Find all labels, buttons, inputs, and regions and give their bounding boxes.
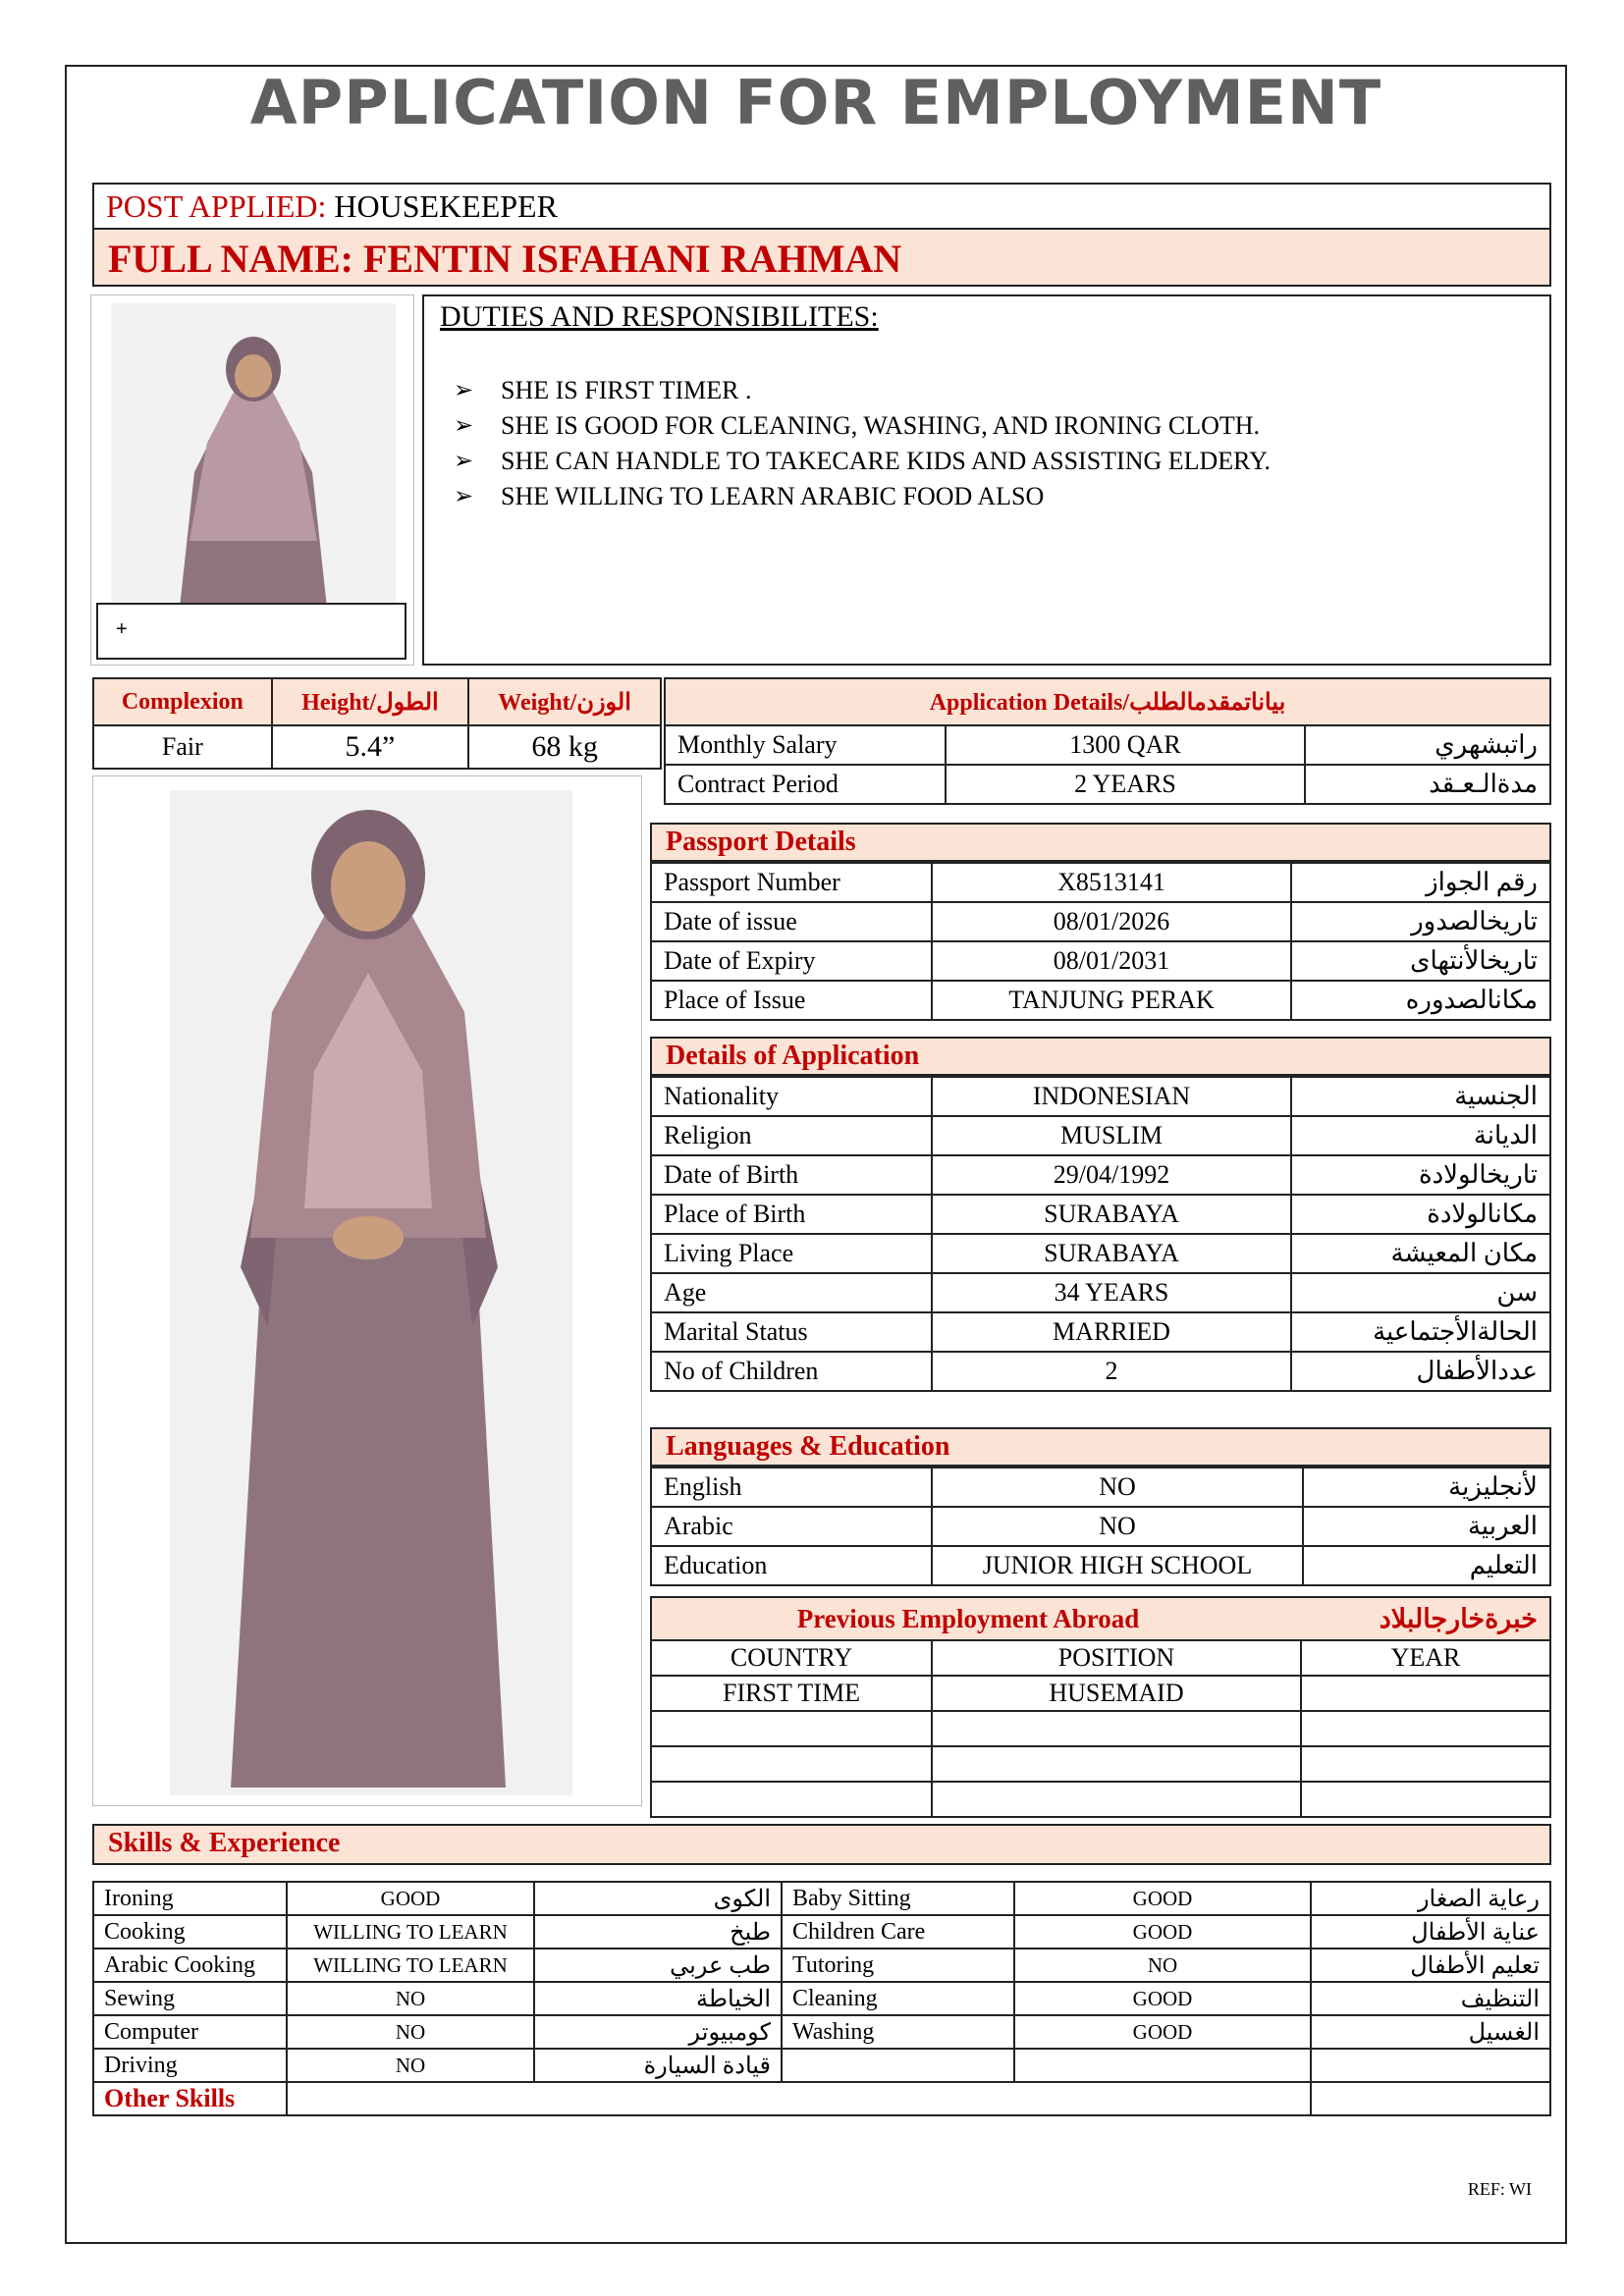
contract-label-ar: مدةالـعـقد bbox=[1305, 765, 1550, 804]
complexion-header: Complexion bbox=[93, 678, 272, 725]
other-skills-value bbox=[287, 2082, 1311, 2115]
table-row: FIRST TIME HUSEMAID bbox=[651, 1676, 1550, 1711]
passport-number-label: Passport Number bbox=[651, 863, 932, 902]
age-label: Age bbox=[651, 1273, 932, 1312]
table-row: Ironing GOOD الكوى Baby Sitting GOOD رعاية الصغار bbox=[93, 1882, 1550, 1915]
marital-status-label: Marital Status bbox=[651, 1312, 932, 1352]
living-place-label-ar: مكان المعيشة bbox=[1291, 1234, 1550, 1273]
age-label-ar: سن bbox=[1291, 1273, 1550, 1312]
complexion-value: Fair bbox=[93, 725, 272, 769]
issue-place-label: Place of Issue bbox=[651, 981, 932, 1020]
height-header: Height/الطول bbox=[272, 678, 469, 725]
passport-table bbox=[650, 862, 1551, 1021]
religion-label-ar: الديانة bbox=[1291, 1116, 1550, 1155]
applicant-photo-full bbox=[92, 775, 642, 1806]
post-value: HOUSEKEEPER bbox=[334, 188, 558, 224]
photo-caption-box: + bbox=[96, 603, 406, 660]
duty-item: ➢ SHE CAN HANDLE TO TAKECARE KIDS AND ASSISTING ELDERY. bbox=[454, 444, 1271, 479]
age-value: 34 YEARS bbox=[932, 1273, 1291, 1312]
nationality-value: INDONESIAN bbox=[932, 1077, 1291, 1116]
previous-heading-ar: خبرةخارجالبلاد bbox=[1379, 1603, 1538, 1633]
application-details-table bbox=[664, 677, 1551, 805]
other-skills-row bbox=[93, 2082, 1550, 2115]
languages-section-heading: Languages & Education bbox=[650, 1427, 1551, 1467]
birth-date-label: Date of Birth bbox=[651, 1155, 932, 1195]
education-label: Education bbox=[651, 1546, 932, 1585]
living-place-label: Living Place bbox=[651, 1234, 932, 1273]
page-title: APPLICATION FOR EMPLOYMENT bbox=[249, 67, 1382, 138]
table-row: Driving NO قيادة السيارة bbox=[93, 2049, 1550, 2082]
previous-heading-en: Previous Employment Abroad bbox=[796, 1603, 1140, 1633]
children-value: 2 bbox=[932, 1352, 1291, 1391]
duties-box bbox=[422, 294, 1551, 666]
contract-value: 2 YEARS bbox=[946, 765, 1305, 804]
height-value: 5.4” bbox=[272, 725, 469, 769]
birth-date-value: 29/04/1992 bbox=[932, 1155, 1291, 1195]
details-section-heading: Details of Application bbox=[650, 1037, 1551, 1076]
english-label-ar: لأنجليزية bbox=[1303, 1468, 1550, 1507]
full-name-bar bbox=[92, 228, 1551, 287]
salary-value: 1300 QAR bbox=[946, 725, 1305, 765]
religion-value: MUSLIM bbox=[932, 1116, 1291, 1155]
duties-list bbox=[454, 373, 1271, 514]
full-name-label: FULL NAME: bbox=[108, 237, 353, 281]
full-name-value: FENTIN ISFAHANI RAHMAN bbox=[363, 237, 902, 281]
year-column-header: YEAR bbox=[1301, 1640, 1550, 1676]
religion-label: Religion bbox=[651, 1116, 932, 1155]
table-row bbox=[651, 1711, 1550, 1746]
skills-section-heading: Skills & Experience bbox=[92, 1824, 1551, 1865]
issue-date-label-ar: تاريخالصدور bbox=[1291, 902, 1550, 941]
arabic-label: Arabic bbox=[651, 1507, 932, 1546]
english-label: English bbox=[651, 1468, 932, 1507]
marital-status-value: MARRIED bbox=[932, 1312, 1291, 1352]
children-label: No of Children bbox=[651, 1352, 932, 1391]
issue-date-value: 08/01/2026 bbox=[932, 902, 1291, 941]
contract-label: Contract Period bbox=[665, 765, 946, 804]
living-place-value: SURABAYA bbox=[932, 1234, 1291, 1273]
education-value: JUNIOR HIGH SCHOOL bbox=[932, 1546, 1303, 1585]
birth-place-value: SURABAYA bbox=[932, 1195, 1291, 1234]
duty-item: ➢ SHE WILLING TO LEARN ARABIC FOOD ALSO bbox=[454, 479, 1271, 514]
english-value: NO bbox=[932, 1468, 1303, 1507]
post-label: POST APPLIED: bbox=[106, 188, 327, 224]
application-details-heading: Application Details/بياناتمقدمالطلب bbox=[665, 678, 1550, 725]
weight-value: 68 kg bbox=[468, 725, 661, 769]
arrow-bullet-icon: ➢ bbox=[454, 449, 474, 474]
issue-place-value: TANJUNG PERAK bbox=[932, 981, 1291, 1020]
post-applied-bar bbox=[92, 183, 1551, 228]
education-label-ar: التعليم bbox=[1303, 1546, 1550, 1585]
table-row bbox=[651, 1782, 1550, 1817]
expiry-date-label: Date of Expiry bbox=[651, 941, 932, 981]
passport-number-label-ar: رقم الجواز bbox=[1291, 863, 1550, 902]
arrow-bullet-icon: ➢ bbox=[454, 484, 474, 509]
marital-status-label-ar: الحالةالأجتماعية bbox=[1291, 1312, 1550, 1352]
duty-item: ➢ SHE IS FIRST TIMER . bbox=[454, 373, 1271, 408]
arabic-label-ar: العربية bbox=[1303, 1507, 1550, 1546]
languages-table bbox=[650, 1467, 1551, 1586]
weight-header: Weight/الوزن bbox=[468, 678, 661, 725]
other-skills-label: Other Skills bbox=[93, 2082, 287, 2115]
nationality-label: Nationality bbox=[651, 1077, 932, 1116]
nationality-label-ar: الجنسية bbox=[1291, 1077, 1550, 1116]
previous-employment-table bbox=[650, 1596, 1551, 1818]
arrow-bullet-icon: ➢ bbox=[454, 413, 474, 439]
country-column-header: COUNTRY bbox=[651, 1640, 932, 1676]
issue-date-label: Date of issue bbox=[651, 902, 932, 941]
issue-place-label-ar: مكانالصدوره bbox=[1291, 981, 1550, 1020]
arrow-bullet-icon: ➢ bbox=[454, 378, 474, 403]
passport-number-value: X8513141 bbox=[932, 863, 1291, 902]
physical-table bbox=[92, 677, 662, 770]
table-row: Sewing NO الخياطة Cleaning GOOD التنظيف bbox=[93, 1982, 1550, 2015]
salary-label: Monthly Salary bbox=[665, 725, 946, 765]
table-row: Arabic Cooking WILLING TO LEARN طب عربي Tutoring NO تعليم الأطفال bbox=[93, 1949, 1550, 1982]
arabic-value: NO bbox=[932, 1507, 1303, 1546]
table-row: Cooking WILLING TO LEARN طبخ Children Care GOOD عناية الأطفال bbox=[93, 1915, 1550, 1949]
passport-section-heading: Passport Details bbox=[650, 823, 1551, 862]
salary-label-ar: راتبشهري bbox=[1305, 725, 1550, 765]
skills-table bbox=[92, 1881, 1551, 2116]
expiry-date-label-ar: تاريخالأنتهاى bbox=[1291, 941, 1550, 981]
reference-code: REF: WI bbox=[1467, 2179, 1532, 2199]
details-table bbox=[650, 1076, 1551, 1392]
table-row bbox=[651, 1746, 1550, 1782]
table-row: Computer NO كومبيوتر Washing GOOD الغسيل bbox=[93, 2015, 1550, 2049]
children-label-ar: عددالأطفال bbox=[1291, 1352, 1550, 1391]
birth-place-label-ar: مكانالولادة bbox=[1291, 1195, 1550, 1234]
duties-heading: DUTIES AND RESPONSIBILITES: bbox=[440, 300, 879, 333]
expiry-date-value: 08/01/2031 bbox=[932, 941, 1291, 981]
birth-place-label: Place of Birth bbox=[651, 1195, 932, 1234]
duty-item: ➢ SHE IS GOOD FOR CLEANING, WASHING, AND IRONING CLOTH. bbox=[454, 408, 1271, 444]
birth-date-label-ar: تاريخالولادة bbox=[1291, 1155, 1550, 1195]
position-column-header: POSITION bbox=[932, 1640, 1301, 1676]
previous-employment-heading bbox=[651, 1597, 1550, 1640]
